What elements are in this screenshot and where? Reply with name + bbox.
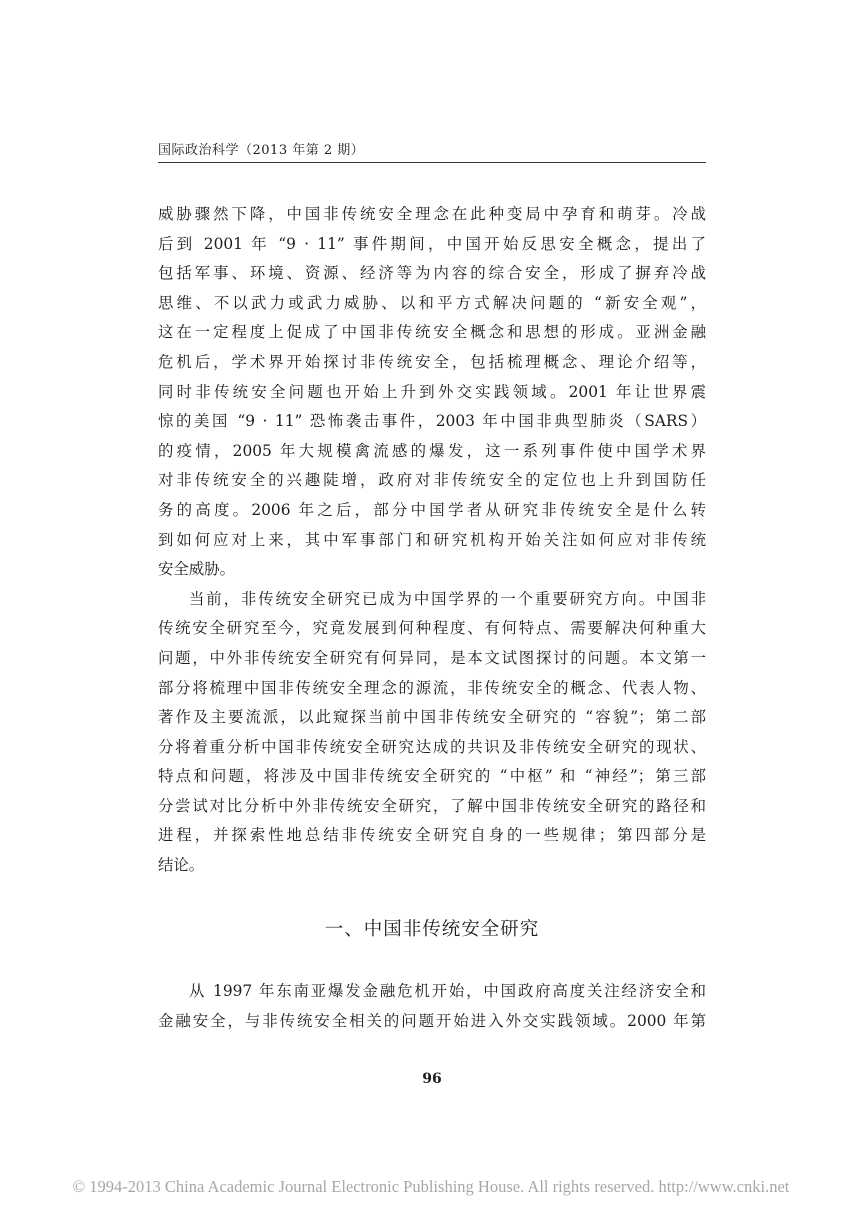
text-line: 这在一定程度上促成了中国非传统安全概念和思想的形成。亚洲金融 xyxy=(158,323,706,342)
text-line: 进程，并探索性地总结非传统安全研究自身的一些规律；第四部分是 xyxy=(158,826,706,845)
text-line: 从 1997 年东南亚爆发金融危机开始，中国政府高度关注经济安全和 xyxy=(189,982,706,1000)
running-header: 国际政治科学（2013 年第 2 期） xyxy=(158,143,365,158)
text-line: 到如何应对上来，其中军事部门和研究机构开始关注如何应对非传统 xyxy=(158,530,706,549)
text-line: 后到 2001 年 “9 · 11” 事件期间，中国开始反思安全概念，提出了 xyxy=(158,234,706,253)
text-line: 包括军事、环境、资源、经济等为内容的综合安全，形成了摒弃冷战 xyxy=(158,264,706,283)
text-line: 的疫情，2005 年大规模禽流感的爆发，这一系列事件使中国学术界 xyxy=(158,441,706,460)
text-line: 部分将梳理中国非传统安全理念的源流，非传统安全的概念、代表人物、 xyxy=(158,678,706,697)
page-number: 96 xyxy=(422,1071,442,1087)
text-line: 金融安全，与非传统安全相关的问题开始进入外交实践领域。2000 年第 xyxy=(158,1011,706,1030)
text-line: 分将着重分析中国非传统安全研究达成的共识及非传统安全研究的现状、 xyxy=(158,737,706,756)
text-line: 危机后，学术界开始探讨非传统安全，包括梳理概念、理论介绍等， xyxy=(158,352,706,371)
paragraph-introduction xyxy=(158,585,706,881)
text-line: 思维、不以武力或武力威胁、以和平方式解决问题的 “新安全观”， xyxy=(158,293,706,312)
text-line: 特点和问题，将涉及中国非传统安全研究的 “中枢” 和 “神经”；第三部 xyxy=(158,767,706,786)
text-line: 务的高度。2006 年之后，部分中国学者从研究非传统安全是什么转 xyxy=(158,500,706,519)
text-line: 对非传统安全的兴趣陡增，政府对非传统安全的定位也上升到国防任 xyxy=(158,471,706,490)
paragraph-section-start xyxy=(158,977,706,1036)
text-line: 传统安全研究至今，究竟发展到何种程度、有何特点、需要解决何种重大 xyxy=(158,619,706,638)
article-body-top xyxy=(158,200,706,881)
copyright-watermark: © 1994-2013 China Academic Journal Electronic Publishing House. All rights reserved. http://www.cnki.net xyxy=(72,1177,790,1196)
text-line: 结论。 xyxy=(158,856,205,875)
text-line: 同时非传统安全问题也开始上升到外交实践领域。2001 年让世界震 xyxy=(158,382,706,401)
text-line: 问题，中外非传统安全研究有何异同，是本文试图探讨的问题。本文第一 xyxy=(158,648,706,667)
text-line: 威胁骤然下降，中国非传统安全理念在此种变局中孕育和萌芽。冷战 xyxy=(158,205,706,223)
text-line: 分尝试对比分析中外非传统安全研究，了解中国非传统安全研究的路径和 xyxy=(158,796,706,815)
text-line: 安全威胁。 xyxy=(158,560,235,579)
text-line: 惊的美国 “9 · 11” 恐怖袭击事件，2003 年中国非典型肺炎（SARS） xyxy=(158,412,706,431)
section-heading: 一、中国非传统安全研究 xyxy=(324,919,540,940)
text-line: 当前，非传统安全研究已成为中国学界的一个重要研究方向。中国非 xyxy=(189,589,706,608)
article-body-section xyxy=(158,977,706,1036)
header-divider xyxy=(158,162,706,163)
paragraph-continuation xyxy=(158,200,706,585)
text-line: 著作及主要流派，以此窥探当前中国非传统安全研究的 “容貌”；第二部 xyxy=(158,708,706,727)
